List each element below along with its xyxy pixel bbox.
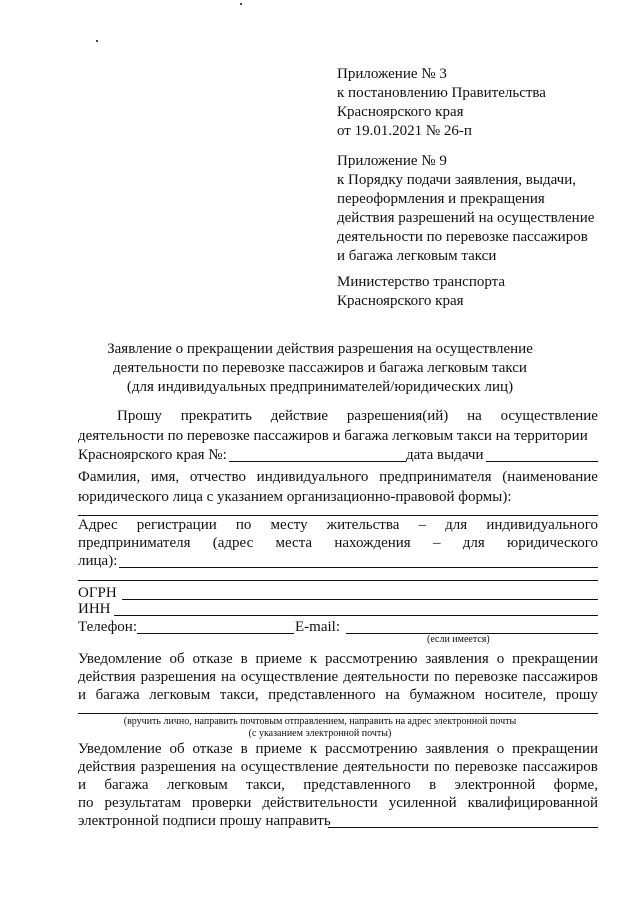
paper-notice-line-2: действия разрешения на осуществление деятельности по перевозке пассажиров bbox=[78, 669, 598, 685]
header-line: деятельности по перевозке пассажиров bbox=[337, 229, 588, 245]
header-line: и багажа легковым такси bbox=[337, 248, 497, 264]
delivery-note-1: (вручить лично, направить почтовым отправлением, направить на адрес электронной почты bbox=[123, 716, 517, 727]
ogrn-field[interactable] bbox=[122, 599, 598, 600]
fio-line-1: Фамилия, имя, отчество индивидуального предпринимателя (наименование bbox=[78, 469, 598, 485]
header-line: переоформления и прекращения bbox=[337, 191, 545, 207]
scan-speck bbox=[240, 3, 242, 5]
address-line-3: лица): bbox=[78, 553, 118, 569]
address-field[interactable] bbox=[119, 567, 598, 568]
paper-notice-line-1: Уведомление об отказе в приеме к рассмотрению заявления о прекращении bbox=[78, 651, 598, 667]
email-note: (если имеется) bbox=[427, 634, 490, 645]
issue-date-field[interactable] bbox=[486, 461, 598, 462]
header-line: Красноярского края bbox=[337, 293, 464, 309]
header-line: Красноярского края bbox=[337, 104, 464, 120]
header-line: к постановлению Правительства bbox=[337, 85, 546, 101]
delivery-note-2: (с указанием электронной почты) bbox=[248, 728, 392, 739]
ogrn-label: ОГРН bbox=[78, 585, 117, 601]
fio-field[interactable] bbox=[78, 515, 598, 516]
permit-number-field[interactable] bbox=[229, 461, 406, 462]
header-line: к Порядку подачи заявления, выдачи, bbox=[337, 172, 576, 188]
inn-field[interactable] bbox=[114, 615, 598, 616]
email-label: E-mail: bbox=[295, 619, 340, 635]
e-notice-line-5: электронной подписи прошу направить bbox=[78, 813, 331, 829]
header-line: действия разрешений на осуществление bbox=[337, 210, 595, 226]
header-line: Приложение № 3 bbox=[337, 66, 447, 82]
e-notice-line-1: Уведомление об отказе в приеме к рассмотрению заявления о прекращении bbox=[78, 741, 598, 757]
header-line: от 19.01.2021 № 26-п bbox=[337, 123, 472, 139]
title-line: деятельности по перевозке пассажиров и багажа легковым такси bbox=[113, 360, 527, 376]
address-field-extra[interactable] bbox=[78, 580, 598, 581]
title-line: (для индивидуальных предпринимателей/юридических лиц) bbox=[126, 379, 514, 395]
header-line: Министерство транспорта bbox=[337, 274, 506, 290]
fio-line-2: юридического лица с указанием организационно-правовой формы): bbox=[78, 489, 512, 505]
inn-label: ИНН bbox=[78, 601, 111, 617]
delivery-method-field[interactable] bbox=[78, 713, 598, 714]
e-notice-line-2: действия разрешения на осуществление деятельности по перевозке пассажиров bbox=[78, 759, 598, 775]
issue-date-label: дата выдачи bbox=[406, 447, 484, 463]
e-notice-line-3: и багажа легковым такси, представленного в электронной форме, bbox=[78, 777, 598, 793]
title-line: Заявление о прекращении действия разрешения на осуществление bbox=[107, 341, 533, 357]
region-label: Красноярского края №: bbox=[78, 447, 227, 463]
phone-label: Телефон: bbox=[78, 619, 137, 635]
request-line-2: деятельности по перевозке пассажиров и багажа легковым такси на территории bbox=[78, 428, 588, 444]
request-line-1: Прошу прекратить действие разрешения(ий) на осуществление bbox=[117, 408, 598, 424]
address-line-2: предпринимателя (адрес места нахождения – для юридического bbox=[78, 535, 598, 551]
e-delivery-field[interactable] bbox=[328, 827, 598, 828]
paper-notice-line-3: и багажа легковым такси, представленного на бумажном носителе, прошу bbox=[78, 687, 598, 703]
phone-field[interactable] bbox=[137, 633, 294, 634]
header-line: Приложение № 9 bbox=[337, 153, 447, 169]
e-notice-line-4: по результатам проверки действительности усиленной квалифицированной bbox=[78, 795, 598, 811]
address-line-1: Адрес регистрации по месту жительства – для индивидуального bbox=[78, 517, 598, 533]
scan-speck bbox=[96, 40, 98, 42]
